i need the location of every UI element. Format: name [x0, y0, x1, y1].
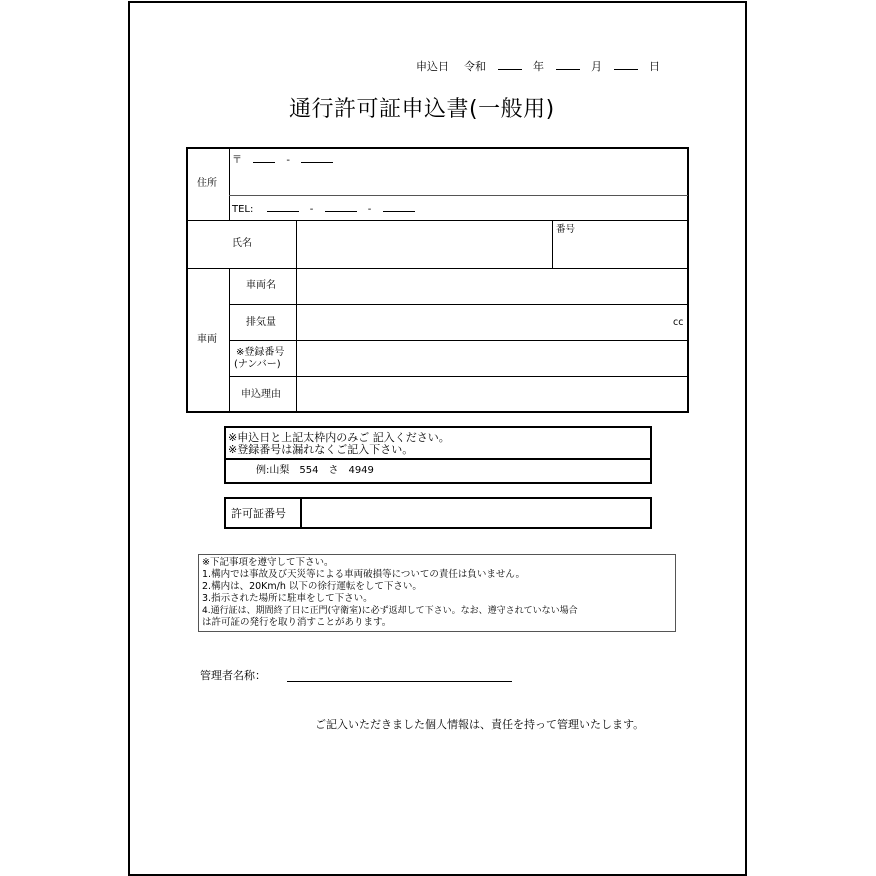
- permit-number-label: 許可証番号: [231, 507, 286, 520]
- vehicle-name-input[interactable]: [298, 271, 686, 302]
- tel-label: TEL:: [232, 204, 254, 215]
- displacement-unit: cc: [673, 317, 684, 328]
- application-date-line: [416, 60, 660, 73]
- reason-label: 申込理由: [241, 389, 281, 400]
- rules-heading: ※下記事項を遵守して下さい。: [202, 557, 334, 568]
- address-label: 住所: [197, 178, 217, 189]
- permit-number-input[interactable]: [304, 500, 648, 526]
- page-title: 通行許可証申込書(一般用): [289, 97, 555, 122]
- number-input[interactable]: [554, 238, 686, 266]
- vehicle-label: 車両: [197, 334, 217, 345]
- rule-item-4a: 4.通行証は、期間終了日に正門(守衛室)に必ず返却して下さい。なお、遵守されていない場合: [202, 606, 578, 616]
- rule-item-1: 1.構内では事故及び天災等による車両破損等についての責任は負いません。: [202, 569, 525, 580]
- registration-input[interactable]: [298, 343, 686, 374]
- privacy-note: ご記入いただきました個人情報は、責任を持って管理いたします。: [315, 718, 645, 731]
- displacement-label: 排気量: [246, 317, 276, 328]
- rule-item-4b: は許可証の発行を取り消すことがあります。: [202, 617, 392, 628]
- date-label: 申込日: [416, 60, 449, 73]
- note-line-1: ※申込日と上記太枠内のみご 記入ください。: [228, 431, 450, 444]
- address-input[interactable]: [232, 172, 682, 192]
- vehicle-name-label: 車両名: [246, 280, 276, 291]
- manager-label: 管理者名称：: [200, 669, 266, 682]
- day-label: 日: [649, 60, 660, 73]
- displacement-input[interactable]: [298, 307, 668, 338]
- reason-input[interactable]: [298, 379, 686, 410]
- name-input[interactable]: [298, 223, 550, 266]
- postal-mark: 〒: [232, 155, 242, 166]
- postal-code-field[interactable]: 〒 -: [232, 154, 333, 167]
- rule-item-2: 2.構内は、20Km/h 以下の徐行運転をして下さい。: [202, 581, 422, 592]
- registration-example: 例:山梨 554 さ 4949: [256, 465, 374, 476]
- month-blank[interactable]: [556, 61, 580, 70]
- year-blank[interactable]: [498, 61, 522, 70]
- day-blank[interactable]: [614, 61, 638, 70]
- month-label: 月: [591, 60, 602, 73]
- era-label: 令和: [464, 60, 486, 73]
- year-label: 年: [533, 60, 544, 73]
- tel-field[interactable]: TEL: - -: [232, 203, 415, 216]
- number-label: 番号: [556, 224, 576, 235]
- name-label: 氏名: [232, 238, 252, 249]
- rule-item-3: 3.指示された場所に駐車をして下さい。: [202, 593, 373, 604]
- note-line-2: ※登録番号は漏れなくご記入下さい。: [228, 443, 414, 456]
- registration-label-line1: ※登録番号: [236, 347, 285, 358]
- registration-label-line2: (ナンバー): [234, 359, 281, 370]
- manager-name-line[interactable]: [287, 681, 512, 682]
